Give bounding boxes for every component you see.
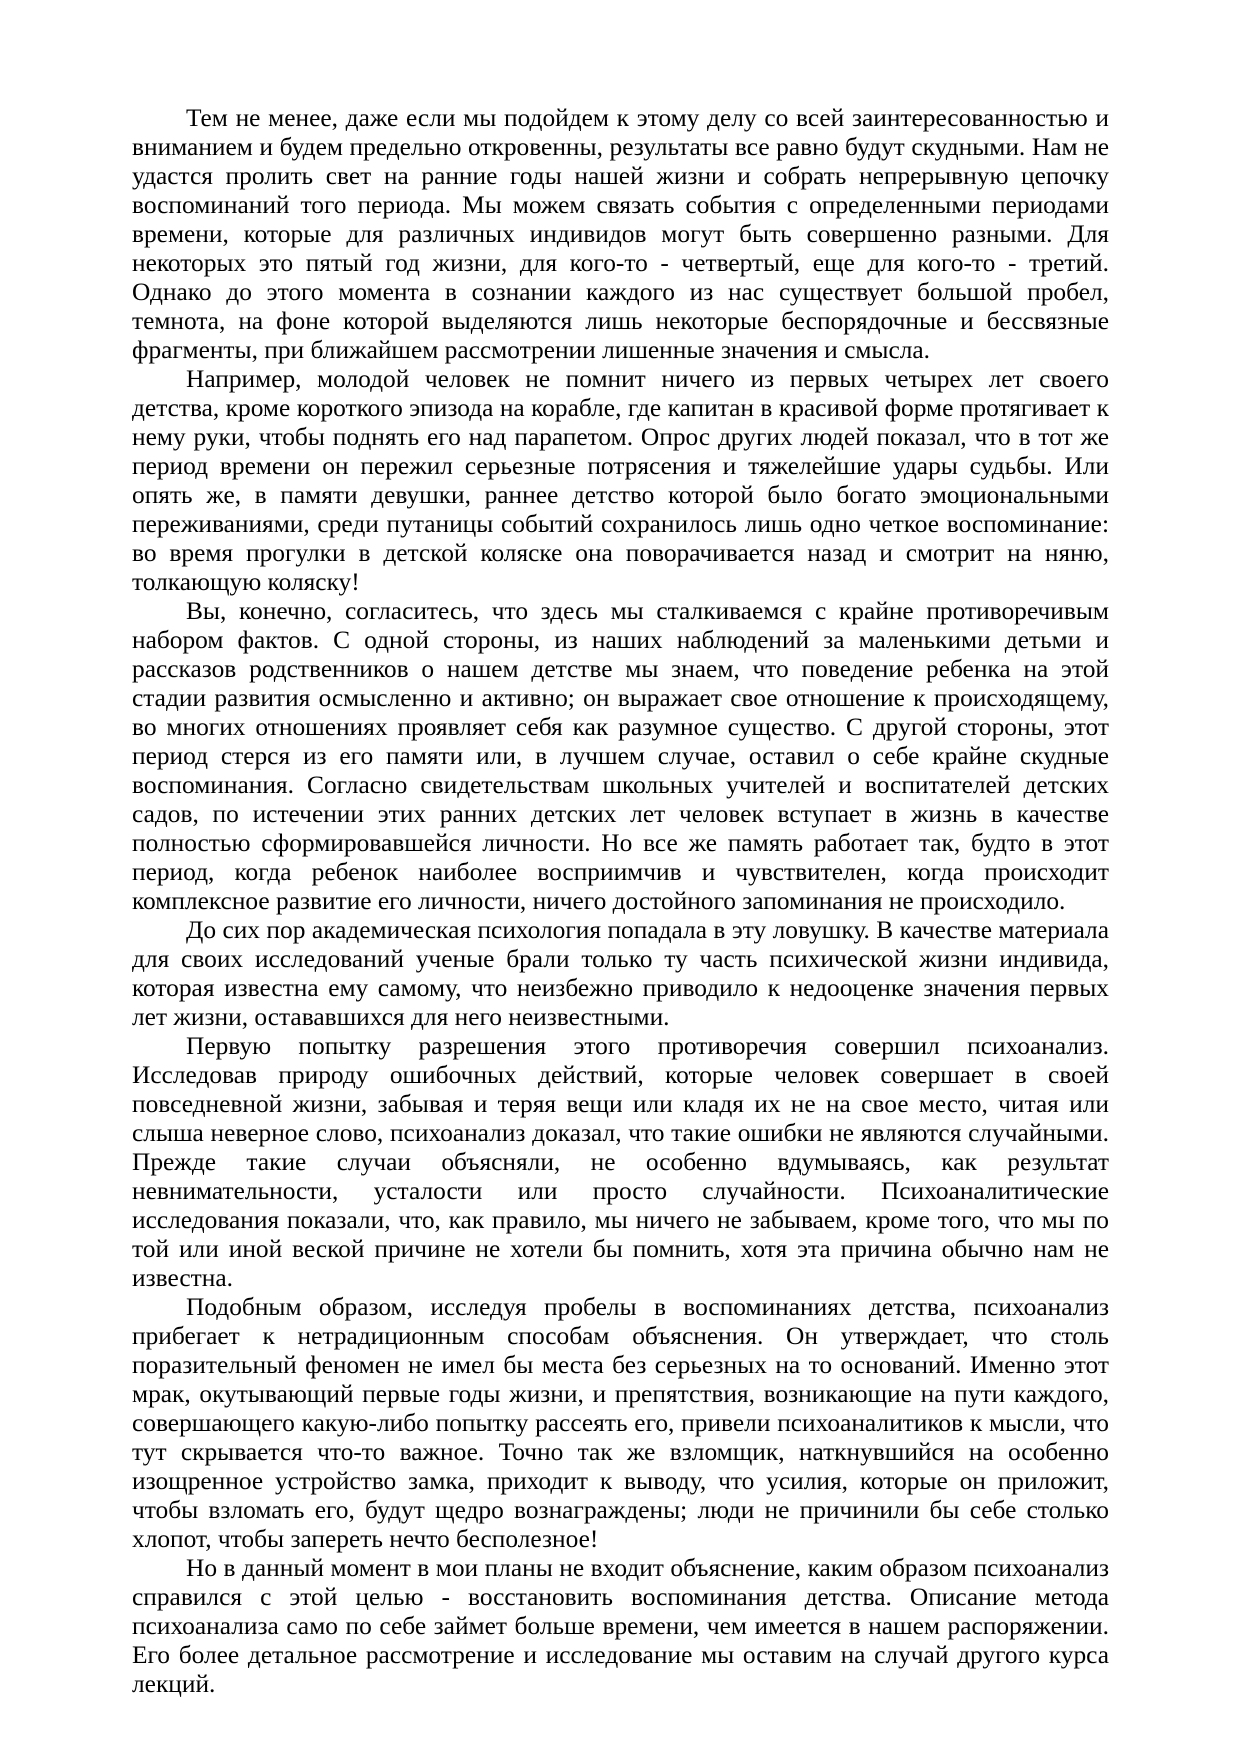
- paragraph-2: Например, молодой человек не помнит ничего из первых четырех лет своего детства, кроме короткого эпизода на корабле, где капитан в красивой форме протягивает к нему руки, чтобы поднять его над парапетом. Опрос других людей показал, что в тот же период времени он пережил серьезные потрясения и тяжелейшие удары судьбы. Или опять же, в памяти девушки, раннее детство которой было богато эмоциональными переживаниями, среди путаницы событий сохранилось лишь одно четкое воспоминание: во время прогулки в детской коляске она поворачивается назад и смотрит на няню, толкающую коляску!: [132, 365, 1109, 596]
- paragraph-6: Подобным образом, исследуя пробелы в воспоминаниях детства, психоанализ прибегает к нетрадиционным способам объяснения. Он утверждает, что столь поразительный феномен не имел бы места без серьезных на то оснований. Именно этот мрак, окутывающий первые годы жизни, и препятствия, возникающие на пути каждого, совершающего какую-либо попытку рассеять его, привели психоаналитиков к мысли, что тут скрывается что-то важное. Точно так же взломщик, наткнувшийся на особенно изощренное устройство замка, приходит к выводу, что усилия, которые он приложит, чтобы взломать его, будут щедро вознаграждены; люди не причинили бы себе столько хлопот, чтобы запереть нечто бесполезное!: [132, 1293, 1109, 1553]
- paragraph-7: Но в данный момент в мои планы не входит объяснение, каким образом психоанализ справился с этой целью - восстановить воспоминания детства. Описание метода психоанализа само по себе займет больше времени, чем имеется в нашем распоряжении. Его более детальное рассмотрение и исследование мы оставим на случай другого курса лекций.: [132, 1554, 1109, 1698]
- paragraph-1: Тем не менее, даже если мы подойдем к этому делу со всей заинтересованностью и вниманием и будем предельно откровенны, результаты все равно будут скудными. Нам не удастся пролить свет на ранние годы нашей жизни и собрать непрерывную цепочку воспоминаний того периода. Мы можем связать события с определенными периодами времени, которые для различных индивидов могут быть совершенно разными. Для некоторых это пятый год жизни, для кого-то - четвертый, еще для кого-то - третий. Однако до этого момента в сознании каждого из нас существует большой пробел, темнота, на фоне которой выделяются лишь некоторые беспорядочные и бессвязные фрагменты, при ближайшем рассмотрении лишенные значения и смысла.: [132, 104, 1109, 364]
- paragraph-3: Вы, конечно, согласитесь, что здесь мы сталкиваемся с крайне противоречивым набором фактов. С одной стороны, из наших наблюдений за маленькими детьми и рассказов родственников о нашем детстве мы знаем, что поведение ребенка на этой стадии развития осмысленно и активно; он выражает свое отношение к происходящему, во многих отношениях проявляет себя как разумное существо. С другой стороны, этот период стерся из его памяти или, в лучшем случае, оставил о себе крайне скудные воспоминания. Согласно свидетельствам школьных учителей и воспитателей детских садов, по истечении этих ранних детских лет человек вступает в жизнь в качестве полностью сформировавшейся личности. Но все же память работает так, будто в этот период, когда ребенок наиболее восприимчив и чувствителен, когда происходит комплексное развитие его личности, ничего достойного запоминания не происходило.: [132, 597, 1109, 915]
- paragraph-4: До сих пор академическая психология попадала в эту ловушку. В качестве материала для своих исследований ученые брали только ту часть психической жизни индивида, которая известна ему самому, что неизбежно приводило к недооценке значения первых лет жизни, остававшихся для него неизвестными.: [132, 916, 1109, 1031]
- paragraph-5: Первую попытку разрешения этого противоречия совершил психоанализ. Исследовав природу ошибочных действий, которые человек совершает в своей повседневной жизни, забывая и теряя вещи или кладя их не на свое место, читая или слыша неверное слово, психоанализ доказал, что такие ошибки не являются случайными. Прежде такие случаи объясняли, не особенно вдумываясь, как результат невнимательности, усталости или просто случайности. Психоаналитические исследования показали, что, как правило, мы ничего не забываем, кроме того, что мы по той или иной веской причине не хотели бы помнить, хотя эта причина обычно нам не известна.: [132, 1032, 1109, 1292]
- document-body: [132, 104, 1109, 1699]
